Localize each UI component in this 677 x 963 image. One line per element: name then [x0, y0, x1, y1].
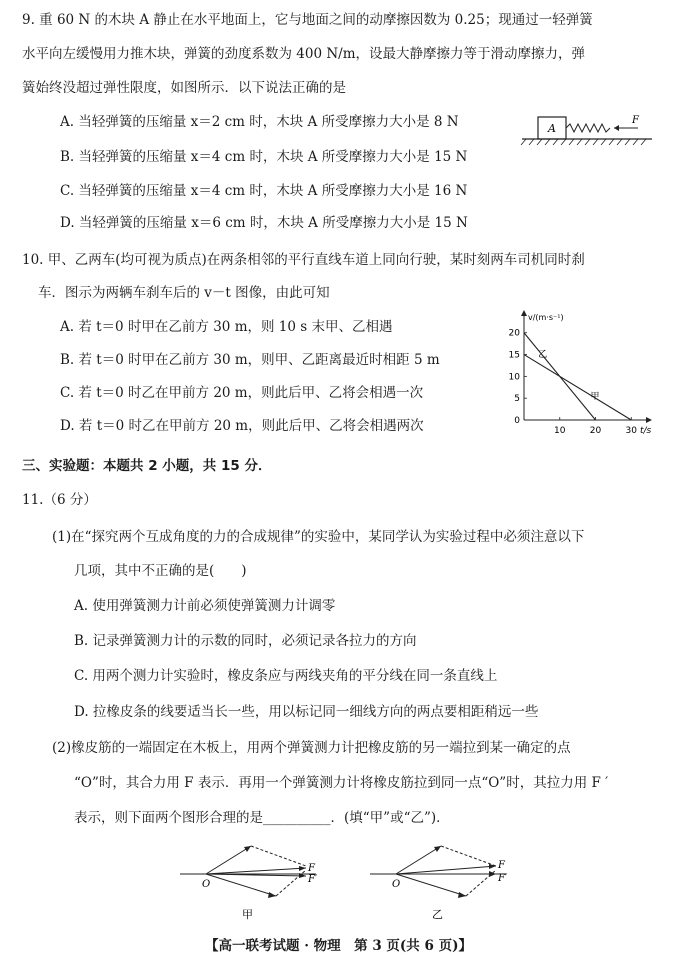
q11-option-c: C. 用两个测力计实验时，橡皮条应与两线夹角的平分线在同一条直线上 — [74, 668, 498, 684]
q11-option-b: B. 记录弹簧测力计的示数的同时，必须记录各拉力的方向 — [74, 633, 417, 649]
y-tick-label: 10 — [508, 372, 520, 383]
y-tick-label: 20 — [508, 328, 520, 339]
q9-stem-line-3: 簧始终没超过弹性限度，如图所示．以下说法正确的是 — [22, 80, 346, 96]
section-3-heading: 三、实验题：本题共 2 小题，共 15 分． — [22, 458, 272, 474]
q10-option-b: B. 若 t＝0 时甲在乙前方 30 m，则甲、乙距离最近时相距 5 m — [60, 352, 440, 368]
ground-hatching — [521, 139, 646, 145]
q10-stem-line-2: 车．图示为两辆车刹车后的 v－t 图像，由此可知 — [38, 285, 330, 301]
point-o: O — [392, 879, 401, 890]
q10-option-a: A. 若 t＝0 时甲在乙前方 30 m，则 10 s 末甲、乙相遇 — [60, 319, 393, 335]
q11-part2-line-3: 表示，则下面两个图形合理的是__________．(填“甲”或“乙”)． — [74, 810, 450, 826]
point-o: O — [202, 879, 211, 890]
series-label-yi: 乙 — [538, 350, 548, 361]
q10-option-d: D. 若 t＝0 时乙在甲前方 20 m，则此后甲、乙将会相遇两次 — [60, 418, 424, 434]
force-diagram-jia — [176, 838, 326, 928]
force-label: F — [632, 115, 639, 126]
label-f: F — [498, 860, 505, 871]
q9-option-d: D. 当轻弹簧的压缩量 x＝6 cm 时，木块 A 所受摩擦力大小是 15 N — [60, 215, 468, 231]
x-axis-label: t/s — [640, 426, 652, 436]
force-diagram-yi — [366, 838, 516, 928]
q11-heading: 11.（6 分） — [22, 492, 97, 508]
q11-part1-line-1: (1)在“探究两个互成角度的力的合成规律”的实验中，某同学认为实验过程中必须注意以下 — [52, 529, 585, 545]
y-axis-label: v/(m·s⁻¹) — [528, 313, 564, 322]
force-arrow-head — [614, 125, 619, 131]
page-footer: 【高一联考试题 · 物理 第 3 页(共 6 页)】 — [205, 938, 472, 954]
q11-part2-line-2: “O”时，其合力用 F 表示．再用一个弹簧测力计将橡皮筋拉到同一点“O”时，其拉力用 F ′ — [74, 775, 609, 791]
x-axis-arrow — [646, 417, 652, 423]
y-tick-label: 0 — [514, 416, 520, 426]
x-tick-label: 20 — [589, 426, 602, 436]
label-f-prime: F′ — [498, 873, 508, 884]
x-tick-label: 30 — [625, 426, 637, 436]
spring — [566, 124, 610, 132]
q9-stem-line-2: 水平向左缓慢用力推木块，弹簧的劲度系数为 400 N/m，设最大静摩擦力等于滑动摩擦力，弹 — [22, 46, 586, 62]
q9-option-a: A. 当轻弹簧的压缩量 x＝2 cm 时，木块 A 所受摩擦力大小是 8 N — [60, 114, 459, 130]
series-line-2 — [524, 355, 631, 420]
q11-option-d: D. 拉橡皮条的线要适当长一些，用以标记同一细线方向的两点要相距稍远一些 — [74, 704, 539, 720]
x-tick-label: 10 — [554, 426, 566, 436]
vt-graph — [500, 308, 660, 436]
block-label: A — [548, 122, 556, 135]
q10-stem-line-1: 10. 甲、乙两车(均可视为质点)在两条相邻的平行直线车道上同向行驶，某时刻两车司机同时刹 — [22, 252, 585, 268]
y-tick-label: 5 — [514, 394, 520, 405]
q9-option-c: C. 当轻弹簧的压缩量 x＝4 cm 时，木块 A 所受摩擦力大小是 16 N — [60, 183, 468, 199]
y-axis-arrow — [521, 310, 527, 316]
caption-yi: 乙 — [432, 908, 443, 921]
q11-part1-line-2: 几项，其中不正确的是( ) — [74, 563, 247, 579]
q10-option-c: C. 若 t＝0 时乙在甲前方 20 m，则此后甲、乙将会相遇一次 — [60, 385, 424, 401]
q11-option-a: A. 使用弹簧测力计前必须使弹簧测力计调零 — [74, 598, 336, 614]
y-tick-label: 15 — [508, 350, 520, 361]
q11-part2-line-1: (2)橡皮筋的一端固定在木板上，用两个弹簧测力计把橡皮筋的另一端拉到某一确定的点 — [52, 740, 571, 756]
q9-spring-block-figure — [518, 112, 658, 146]
label-f: F — [308, 863, 315, 874]
series-label-jia: 甲 — [590, 392, 600, 403]
caption-jia: 甲 — [242, 908, 253, 921]
q9-option-b: B. 当轻弹簧的压缩量 x＝4 cm 时，木块 A 所受摩擦力大小是 15 N — [60, 149, 468, 165]
q9-stem-line-1: 9. 重 60 N 的木块 A 静止在水平地面上，它与地面之间的动摩擦因数为 0.25；现通过一轻弹簧 — [22, 12, 593, 28]
label-f-prime: F′ — [308, 874, 318, 885]
